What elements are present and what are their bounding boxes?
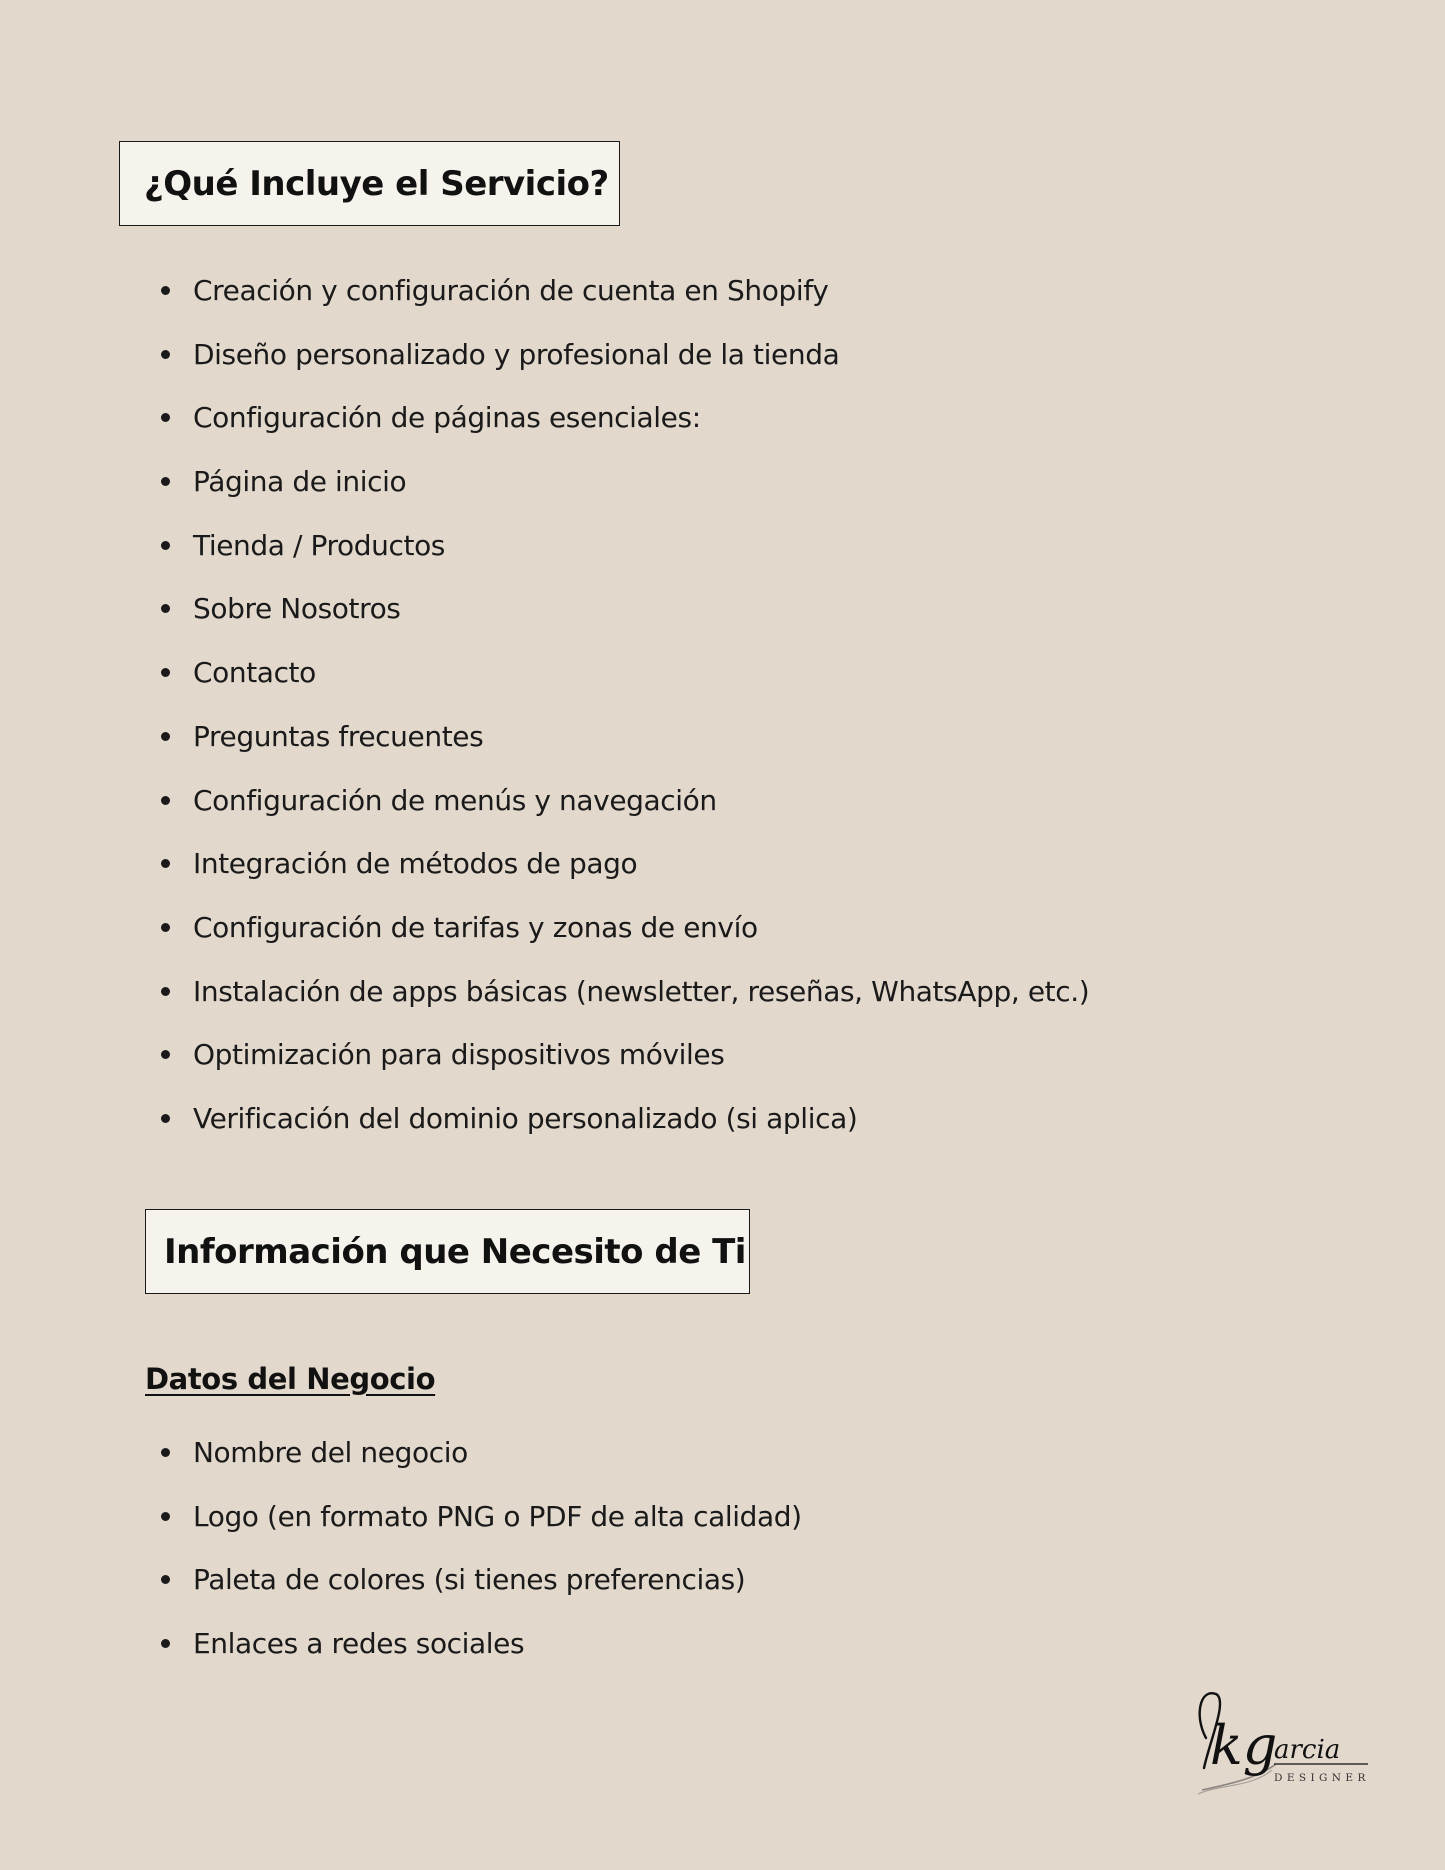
list-item: Configuración de tarifas y zonas de envío xyxy=(160,896,1089,960)
list-item: Logo (en formato PNG o PDF de alta calidad) xyxy=(160,1485,802,1549)
bullet-icon xyxy=(161,1050,170,1059)
bullet-icon xyxy=(161,541,170,550)
bullet-icon xyxy=(161,668,170,677)
list-item: Preguntas frecuentes xyxy=(160,705,1089,769)
section-heading-box-servicio xyxy=(119,141,620,226)
list-item: Enlaces a redes sociales xyxy=(160,1612,802,1676)
list-item: Nombre del negocio xyxy=(160,1421,802,1485)
bullet-icon xyxy=(161,796,170,805)
section-heading-box-informacion xyxy=(145,1209,750,1294)
list-item: Integración de métodos de pago xyxy=(160,832,1089,896)
bullet-icon xyxy=(161,604,170,613)
list-item: Instalación de apps básicas (newsletter, reseñas, WhatsApp, etc.) xyxy=(160,960,1089,1024)
bullet-icon xyxy=(161,859,170,868)
business-data-list xyxy=(160,1421,802,1676)
bullet-icon xyxy=(161,350,170,359)
list-item: Creación y configuración de cuenta en Shopify xyxy=(160,259,1089,323)
list-item: Contacto xyxy=(160,641,1089,705)
section-title-servicio: ¿Qué Incluye el Servicio? xyxy=(144,163,609,204)
list-item: Tienda / Productos xyxy=(160,514,1089,578)
list-item: Verificación del dominio personalizado (si aplica) xyxy=(160,1087,1089,1151)
list-item: Configuración de menús y navegación xyxy=(160,769,1089,833)
bullet-icon xyxy=(161,923,170,932)
logo-tagline: DESIGNER xyxy=(1274,1772,1370,1784)
section-title-informacion: Información que Necesito de Ti xyxy=(164,1231,746,1272)
logo-monogram: kg xyxy=(1210,1714,1278,1777)
subheading-datos-negocio: Datos del Negocio xyxy=(145,1362,436,1396)
bullet-icon xyxy=(161,477,170,486)
bullet-icon xyxy=(161,1639,170,1648)
bullet-icon xyxy=(161,1448,170,1457)
bullet-icon xyxy=(161,1512,170,1521)
bullet-icon xyxy=(161,987,170,996)
bullet-icon xyxy=(161,1114,170,1123)
bullet-icon xyxy=(161,1575,170,1584)
list-item: Optimización para dispositivos móviles xyxy=(160,1023,1089,1087)
bullet-icon xyxy=(161,732,170,741)
list-item: Página de inicio xyxy=(160,450,1089,514)
bullet-icon xyxy=(161,286,170,295)
service-list xyxy=(160,259,1089,1151)
list-item: Configuración de páginas esenciales: xyxy=(160,386,1089,450)
list-item: Diseño personalizado y profesional de la tienda xyxy=(160,323,1089,387)
logo-script: arcia xyxy=(1274,1735,1341,1765)
list-item: Paleta de colores (si tienes preferencias) xyxy=(160,1548,802,1612)
brand-logo xyxy=(1180,1680,1380,1810)
list-item: Sobre Nosotros xyxy=(160,577,1089,641)
bullet-icon xyxy=(161,413,170,422)
